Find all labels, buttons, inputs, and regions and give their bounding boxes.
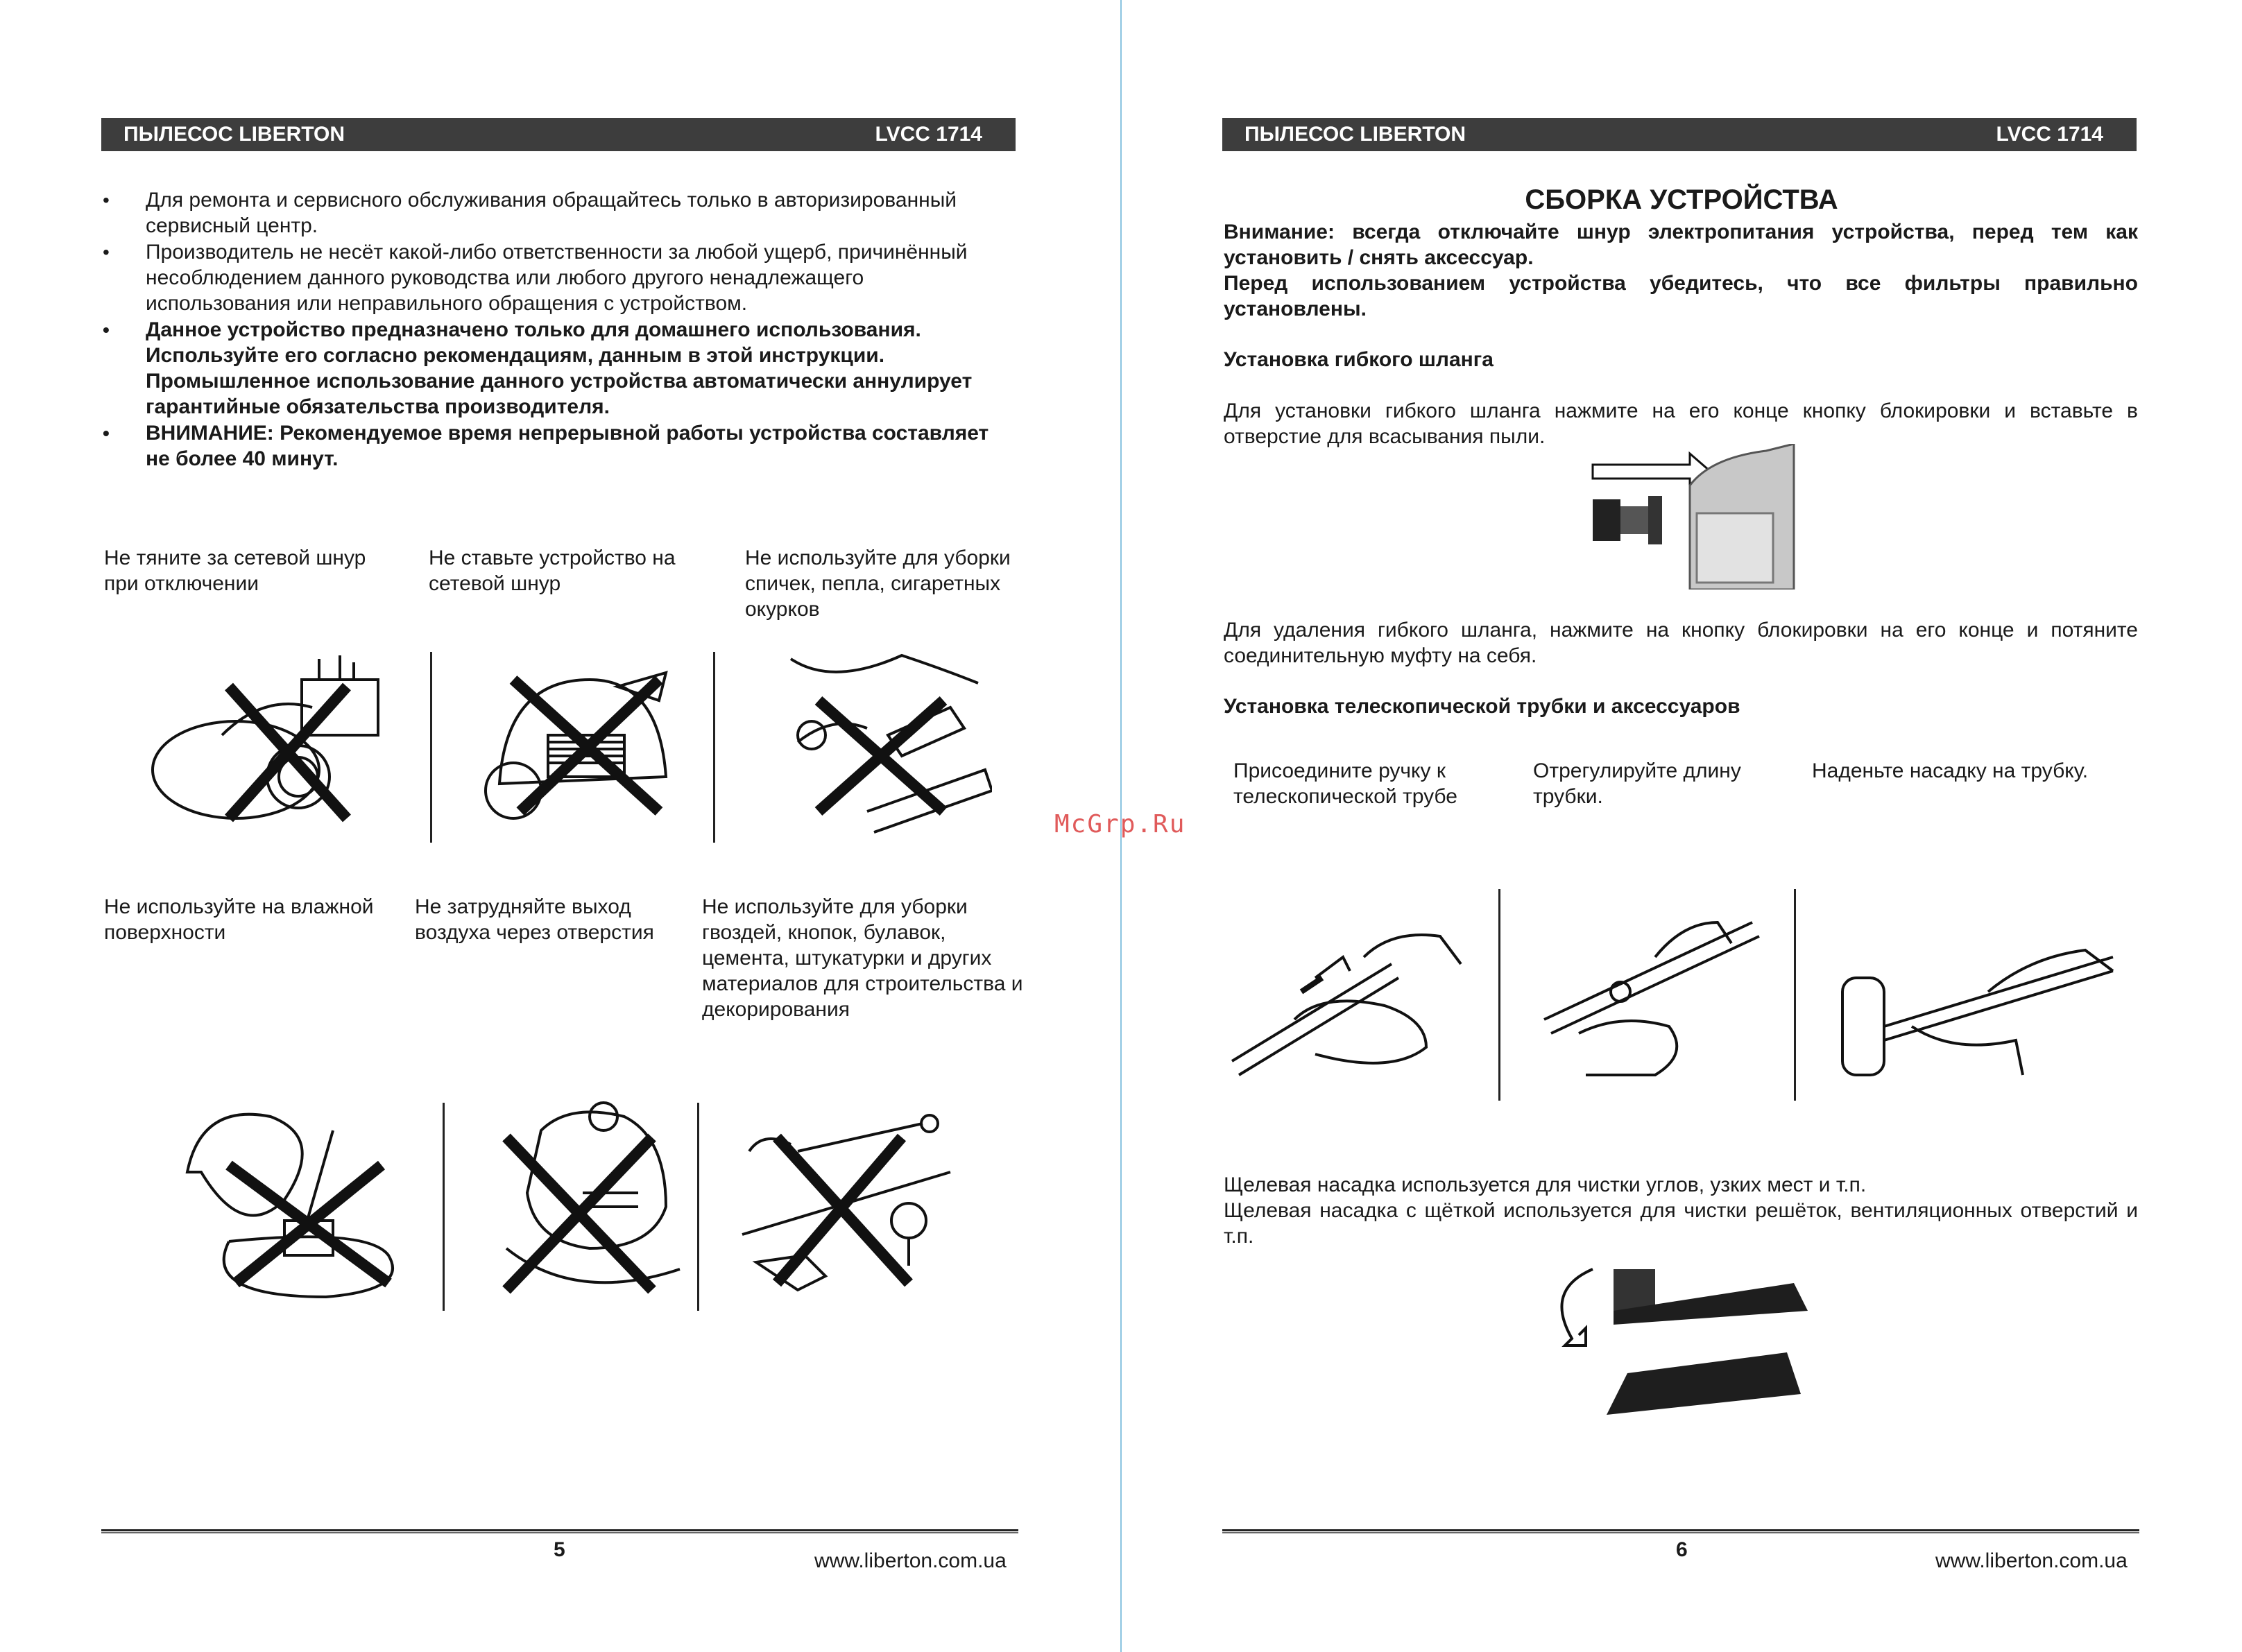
nails-pins-illustration xyxy=(728,1110,971,1311)
attach-nozzle-illustration xyxy=(1829,922,2127,1103)
warning-caption: Не используйте на влажной поверхности xyxy=(104,895,374,944)
step-caption: Присоедините ручку к телескопической трубе xyxy=(1233,759,1457,808)
divider xyxy=(697,1103,699,1311)
right-page xyxy=(1121,0,2242,1652)
divider xyxy=(1498,889,1500,1101)
divider xyxy=(430,652,432,843)
bullet-item: • Данное устройство предназначено только для домашнего использования. Используйте его согласно рекомендациям, данным в этой инструкции. Промышленное использование данного устройства автоматически аннулирует гарантийные обязательства производителя. xyxy=(103,317,1004,420)
warning-caption: Не используйте для уборки спичек, пепла, сигаретных окурков xyxy=(745,547,1011,621)
warning-caption: Не ставьте устройство на сетевой шнур xyxy=(429,547,676,595)
header-model: LVCC 1714 xyxy=(1996,123,2103,146)
divider xyxy=(1794,889,1796,1101)
cigarette-illustration xyxy=(770,645,992,839)
header-model: LVCC 1714 xyxy=(875,123,982,146)
paragraph: Щелевая насадка используется для чистки углов, узких мест и т.п. xyxy=(1224,1173,1867,1196)
attach-handle-illustration xyxy=(1225,915,1475,1082)
warning-caption: Не тяните за сетевой шнур при отключении xyxy=(104,547,366,595)
warning-caption: Не используйте для уборки гвоздей, кнопок, булавок, цемента, штукатурки и других материалов для строительства и декорирования xyxy=(702,895,1023,1021)
header-product: ПЫЛЕСОС LIBERTON xyxy=(123,123,345,146)
warning-text: Внимание: всегда отключайте шнур электропитания устройства, перед тем как установить / снять аксессуар. xyxy=(1224,221,2138,269)
vacuum-cord-pull-illustration xyxy=(139,645,409,839)
blocked-vent-illustration xyxy=(479,1096,694,1304)
bullet-item: • Производитель не несёт какой-либо ответственности за любой ущерб, причинённый несоблюдением данного руководства или любого другого ненадлежащего использования или неправильного обращения с устройством. xyxy=(103,239,1004,316)
paragraph: Для удаления гибкого шланга, нажмите на кнопку блокировки на его конце и потяните соединительную муфту на себя. xyxy=(1224,619,2138,667)
footer-rule xyxy=(101,1529,1018,1533)
page-number: 6 xyxy=(1676,1538,1688,1561)
paragraph: Для установки гибкого шланга нажмите на его конце кнопку блокировки и вставьте в отверстие для всасывания пыли. xyxy=(1224,399,2138,448)
website-url[interactable]: www.liberton.com.ua xyxy=(1935,1549,2128,1572)
step-caption: Наденьте насадку на трубку. xyxy=(1812,759,2089,782)
page-header xyxy=(101,118,1016,151)
wet-surface-illustration xyxy=(166,1103,423,1304)
footer-rule xyxy=(1222,1529,2139,1533)
section-title: СБОРКА УСТРОЙСТВА xyxy=(1525,184,1838,215)
warning-text: Перед использованием устройства убедитесь, что все фильтры правильно установлены. xyxy=(1224,272,2138,320)
divider xyxy=(713,652,715,843)
safety-bullet-list xyxy=(103,187,1004,472)
paragraph: Щелевая насадка с щёткой используется для чистки решёток, вентиляционных отверстий и т.п. xyxy=(1224,1199,2138,1248)
crevice-nozzle-illustration xyxy=(1551,1262,1815,1429)
step-caption: Отрегулируйте длину трубки. xyxy=(1533,759,1741,808)
warning-caption: Не затрудняйте выход воздуха через отверстия xyxy=(415,895,654,944)
adjust-tube-illustration xyxy=(1537,909,1787,1082)
bullet-item: • ВНИМАНИЕ: Рекомендуемое время непрерывной работы устройства составляет не более 40 минут. xyxy=(103,420,1004,472)
vacuum-on-cord-illustration xyxy=(479,645,680,839)
divider xyxy=(443,1103,445,1311)
subheading: Установка телескопической трубки и аксессуаров xyxy=(1224,695,1740,718)
hose-install-illustration xyxy=(1579,444,1801,590)
watermark: McGrp.Ru xyxy=(1054,810,1186,838)
bullet-item: • Для ремонта и сервисного обслуживания обращайтесь только в авторизированный сервисный центр. xyxy=(103,187,1004,239)
header-product: ПЫЛЕСОС LIBERTON xyxy=(1244,123,1466,146)
page-header xyxy=(1222,118,2137,151)
website-url[interactable]: www.liberton.com.ua xyxy=(814,1549,1007,1572)
subheading: Установка гибкого шланга xyxy=(1224,348,1494,371)
page-number: 5 xyxy=(554,1538,565,1561)
